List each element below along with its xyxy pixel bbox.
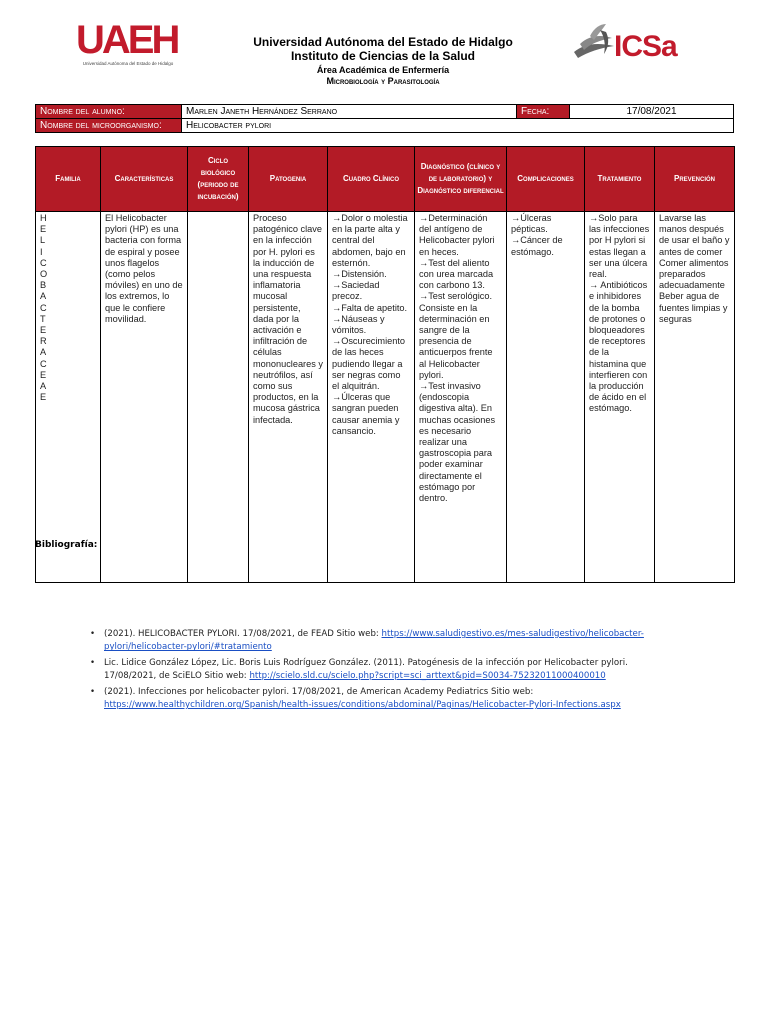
reference-link[interactable]: https://www.healthychildren.org/Spanish/health-issues/conditions/abdominal/Paginas/Helicobacter-Pylori-Infections.aspx <box>104 700 621 711</box>
list-item <box>90 657 674 684</box>
col-prevencion: Prevención <box>655 147 735 212</box>
col-diagnostico: Diagnóstico (clínico y de laboratorio) y Diagnóstico diferencial <box>415 147 507 212</box>
subject-name: Microbiología y Parasitología <box>326 76 440 86</box>
cell-ciclo <box>188 212 249 583</box>
cell-patogenia: Proceso patogénico clave en la infección por H. pylori es la inducción de una respuesta inflamatoria mucosal persistente, dada por la activación e infiltración de células mononucleares y neutrófilos, así como sus productos, en la mucosa gástrica infectada. <box>249 212 328 583</box>
table-header-row <box>36 147 735 212</box>
document-header <box>190 35 576 87</box>
col-caracteristicas: Características <box>101 147 188 212</box>
col-cuadro-clinico: Cuadro Clínico <box>328 147 415 212</box>
icsa-logo <box>570 20 685 70</box>
uaeh-logo-text: UAEH <box>76 18 178 62</box>
icsa-logo-text: ICSa <box>614 30 677 63</box>
reference-text: (2021). Infecciones por helicobacter pylori. 17/08/2021, de American Academy Pediatrics Sitio web: <box>104 686 534 697</box>
reference-text: (2021). HELICOBACTER PYLORI. 17/08/2021, de FEAD Sitio web: <box>104 629 382 639</box>
organism-label: Nombre del microorganismo: <box>36 119 182 133</box>
bullet-icon: • <box>90 657 96 668</box>
student-info-table <box>35 104 734 133</box>
cell-diagnostico: →Determinación del antígeno de Helicobacter pylori en heces. →Test del aliento con urea marcada con carbono 13. →Test serológico. Consiste en la determinación en sangre de la presencia de anticuerpos frente al Helicobacter pylori. →Test invasivo (endoscopia digestiva alta). En muchas ocasiones es necesario realizar una gastroscopia para poder examinar directamente el estómago por dentro. <box>415 212 507 583</box>
cell-complicaciones: →Úlceras pépticas. →Cáncer de estómago. <box>507 212 585 583</box>
bullet-icon: • <box>90 629 96 639</box>
bibliography-title: Bibliografía: <box>35 540 98 550</box>
microorganism-table <box>35 146 735 583</box>
university-name: Universidad Autónoma del Estado de Hidalgo <box>253 35 513 49</box>
icsa-emblem-icon <box>570 22 620 64</box>
reference-link[interactable]: https://www.saludigestivo.es/mes-saludigestivo/helicobacter-pylori/helicobacter-pylori/#tratamiento <box>104 629 644 653</box>
organism-value: Helicobacter pylori <box>182 119 734 133</box>
col-ciclo: Ciclo biológico (periodo de incubación) <box>188 147 249 212</box>
table-row <box>36 212 735 583</box>
bullet-icon: • <box>90 686 96 697</box>
cell-prevencion: Lavarse las manos después de usar el baño y antes de comer Comer alimentos preparados adecuadamente Beber agua de fuentes limpias y seguras <box>655 212 735 583</box>
student-name-label: Nombre del alumno: <box>36 105 182 119</box>
cell-tratamiento: →Solo para las infecciones por H pylori si estas llegan a ser una úlcera real. → Antibióticos e inhibidores de la bomba de protones o bloqueadores de receptores de la histamina que interfieren con la producción de ácido en el estómago. <box>585 212 655 583</box>
cell-caracteristicas: El Helicobacter pylori (HP) es una bacteria con forma de espiral y posee unos flagelos (como pelos móviles) en uno de los extremos, lo que le confiere movilidad. <box>101 212 188 583</box>
reference-text: Lic. Lidice González López, Lic. Boris Luis Rodríguez González. (2011). Patogénesis de la infección por Helicobacter pylori. 17/08/2021, de SciELO Sitio web: <box>104 657 628 682</box>
bibliography-list <box>90 628 674 714</box>
student-row <box>36 105 734 119</box>
institute-name: Instituto de Ciencias de la Salud <box>290 49 476 63</box>
list-item <box>90 628 674 655</box>
col-familia: Familia <box>36 147 101 212</box>
organism-row <box>36 119 734 133</box>
cell-familia <box>36 212 101 583</box>
date-value: 17/08/2021 <box>570 105 734 119</box>
list-item <box>90 686 674 713</box>
col-complicaciones: Complicaciones <box>507 147 585 212</box>
cell-cuadro-clinico: →Dolor o molestia en la parte alta y central del abdomen, bajo en esternón. →Distensión. →Saciedad precoz. →Falta de apetito. →Náuseas y vómitos. →Oscurecimiento de las heces pudiendo llegar a ser negras como el alquitrán. →Úlceras que sangran pueden causar anemia y cansancio. <box>328 212 415 583</box>
uaeh-logo <box>76 20 180 70</box>
academic-area: Área Académica de Enfermería <box>316 65 450 75</box>
reference-link[interactable]: http://scielo.sld.cu/scielo.php?script=sci_arttext&pid=S0034-75232011000400010 <box>249 671 606 682</box>
date-label: Fecha: <box>517 105 570 119</box>
uaeh-logo-caption: Universidad Autónoma del Estado de Hidalgo <box>82 61 174 66</box>
familia-vertical-text: HELICOBACTERACEAE <box>40 213 48 403</box>
col-patogenia: Patogenia <box>249 147 328 212</box>
col-tratamiento: Tratamiento <box>585 147 655 212</box>
student-name-value: Marlen Janeth Hernández Serrano <box>182 105 517 119</box>
